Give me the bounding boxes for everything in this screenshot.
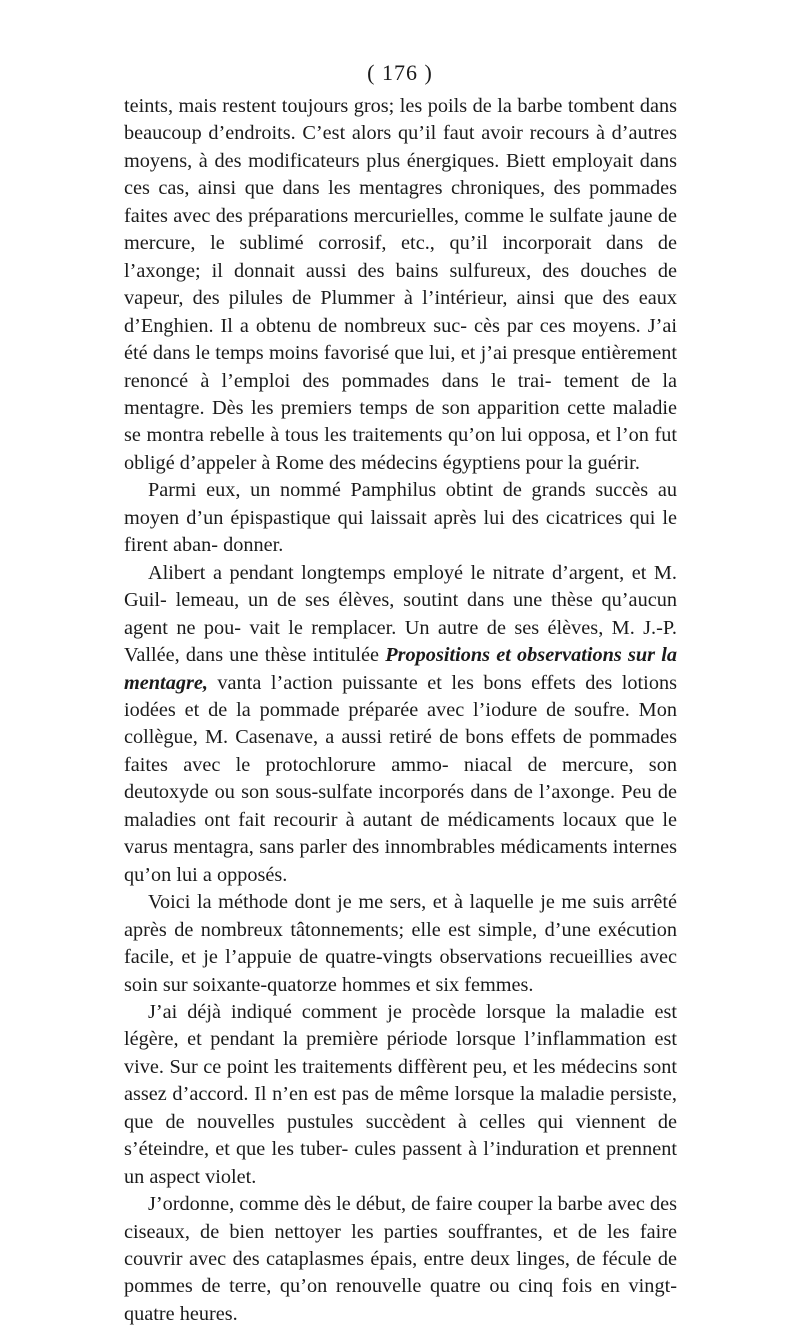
- text-line: tement de la mentagre. Dès les premiers temps de son apparition cette: [124, 369, 678, 419]
- text-line: sublimé corrosif, etc., qu’il incorporait dans de l’axonge; il donnait: [124, 232, 677, 282]
- paragraph: [124, 560, 677, 889]
- text-line: à l’intérieur, ainsi que des eaux d’Enghien. Il a obtenu de nombreux suc-: [124, 287, 677, 337]
- text-line: fut obligé d’appeler à Rome des médecins égyptiens pour la guérir.: [124, 424, 677, 474]
- text-line: internes qu’on lui a opposés.: [124, 836, 677, 886]
- text-line: pustules succèdent à celles qui viennent de s’éteindre, et que les tuber-: [124, 1110, 678, 1161]
- text-line: d’un épispastique qui laissait après lui des cicatrices qui le firent aban-: [124, 506, 677, 557]
- text-line: thèse intitulée: [264, 644, 386, 667]
- text-line: et pendant la première période lorsque l’inflammation est vive. Sur ce: [124, 1028, 677, 1078]
- text-line: donner.: [223, 534, 284, 557]
- text-line: point les traitements diffèrent peu, et les médecins sont assez d’accord.: [124, 1055, 677, 1106]
- text-line: terre, qu’on renouvelle quatre ou cinq fois en vingt-quatre heures.: [124, 1275, 677, 1325]
- text-line: retiré de bons effets de pommades faites avec le protochlorure ammo-: [124, 726, 677, 776]
- text-line: Alibert a pendant longtemps employé le nitrate d’argent, et M. Guil-: [124, 561, 677, 612]
- text-line: maladie se montra rebelle à tous les traitements qu’on lui opposa, et l’on: [124, 396, 677, 447]
- text-line: vanta: [207, 671, 262, 694]
- paragraph: [124, 1191, 677, 1328]
- text-line: je l’appuie de quatre-vingts observations recueillies avec soin sur: [124, 946, 678, 996]
- text-line: préparée avec l’iodure de soufre. Mon collègue, M. Casenave, a aussi: [124, 698, 677, 749]
- text-line: locaux que le varus mentagra, sans parler des innombrables médicaments: [124, 808, 677, 859]
- text-line: des préparations mercurielles, comme le sulfate jaune de mercure, le: [124, 204, 677, 255]
- page-number: ( 176 ): [367, 60, 433, 85]
- text-line: moyens, à des modificateurs plus énergiques. Biett employait dans ces: [124, 149, 677, 200]
- thesis-title: Propositions et observations sur la mentagre,: [124, 644, 678, 694]
- text-line: cules passent à l’induration et prennent un aspect violet.: [124, 1138, 677, 1188]
- text-line: J’ordonne, comme dès le début, de faire couper la barbe avec des: [148, 1193, 677, 1216]
- paragraph: [124, 93, 677, 477]
- paragraph: [124, 999, 677, 1191]
- text-line: teints, mais restent toujours gros; les poils de la barbe tombent dans: [124, 95, 677, 117]
- text-line: aussi des bains sulfureux, des douches de vapeur, des pilules de Plummer: [124, 259, 678, 310]
- text-line: Il n’en est pas de même lorsque la maladie persiste, que de nouvelles: [124, 1083, 678, 1133]
- text-line: avec des cataplasmes épais, entre deux linges, de fécule de pommes de: [124, 1248, 677, 1298]
- text-line: vait le remplacer. Un autre de ses élèves, M. J.-P. Vallée, dans une: [124, 616, 677, 667]
- text-line: Voici la méthode dont je me sers, et à laquelle je me suis arrêté après: [124, 891, 677, 941]
- text-line: lemeau, un de ses élèves, soutint dans une thèse qu’aucun agent ne pou-: [124, 589, 677, 639]
- text-line: beaucoup d’endroits. C’est alors qu’il faut avoir recours à d’autres: [124, 122, 677, 145]
- text-line: J’ai déjà indiqué comment je procède lorsque la maladie est légère,: [124, 1000, 677, 1051]
- text-line: de nombreux tâtonnements; elle est simple, d’une exécution facile, et: [124, 918, 677, 969]
- text-line: de l’axonge. Peu de maladies ont fait recourir à autant de médicaments: [124, 781, 677, 831]
- text-line: cas, ainsi que dans les mentagres chroniques, des pommades faites avec: [124, 177, 677, 227]
- text-line: cès par ces moyens. J’ai été dans le temps moins favorisé que lui, et: [124, 314, 677, 365]
- paragraph: [124, 477, 677, 559]
- text-line: ciseaux, de bien nettoyer les parties souffrantes, et de les faire couvrir: [124, 1220, 677, 1271]
- text-line: soixante-quatorze hommes et six femmes.: [192, 973, 534, 996]
- paragraph: [124, 889, 677, 999]
- text-line: l’action puissante et les bons effets des lotions iodées et de la pommade: [124, 671, 677, 721]
- text-line: niacal de mercure, son deutoxyde ou son sous-sulfate incorporés dans: [124, 753, 677, 804]
- text-line: Parmi eux, un nommé Pamphilus obtint de grands succès au moyen: [124, 479, 677, 529]
- body-text: [124, 93, 677, 1328]
- text-line: j’ai presque entièrement renoncé à l’emploi des pommades dans le trai-: [124, 342, 677, 392]
